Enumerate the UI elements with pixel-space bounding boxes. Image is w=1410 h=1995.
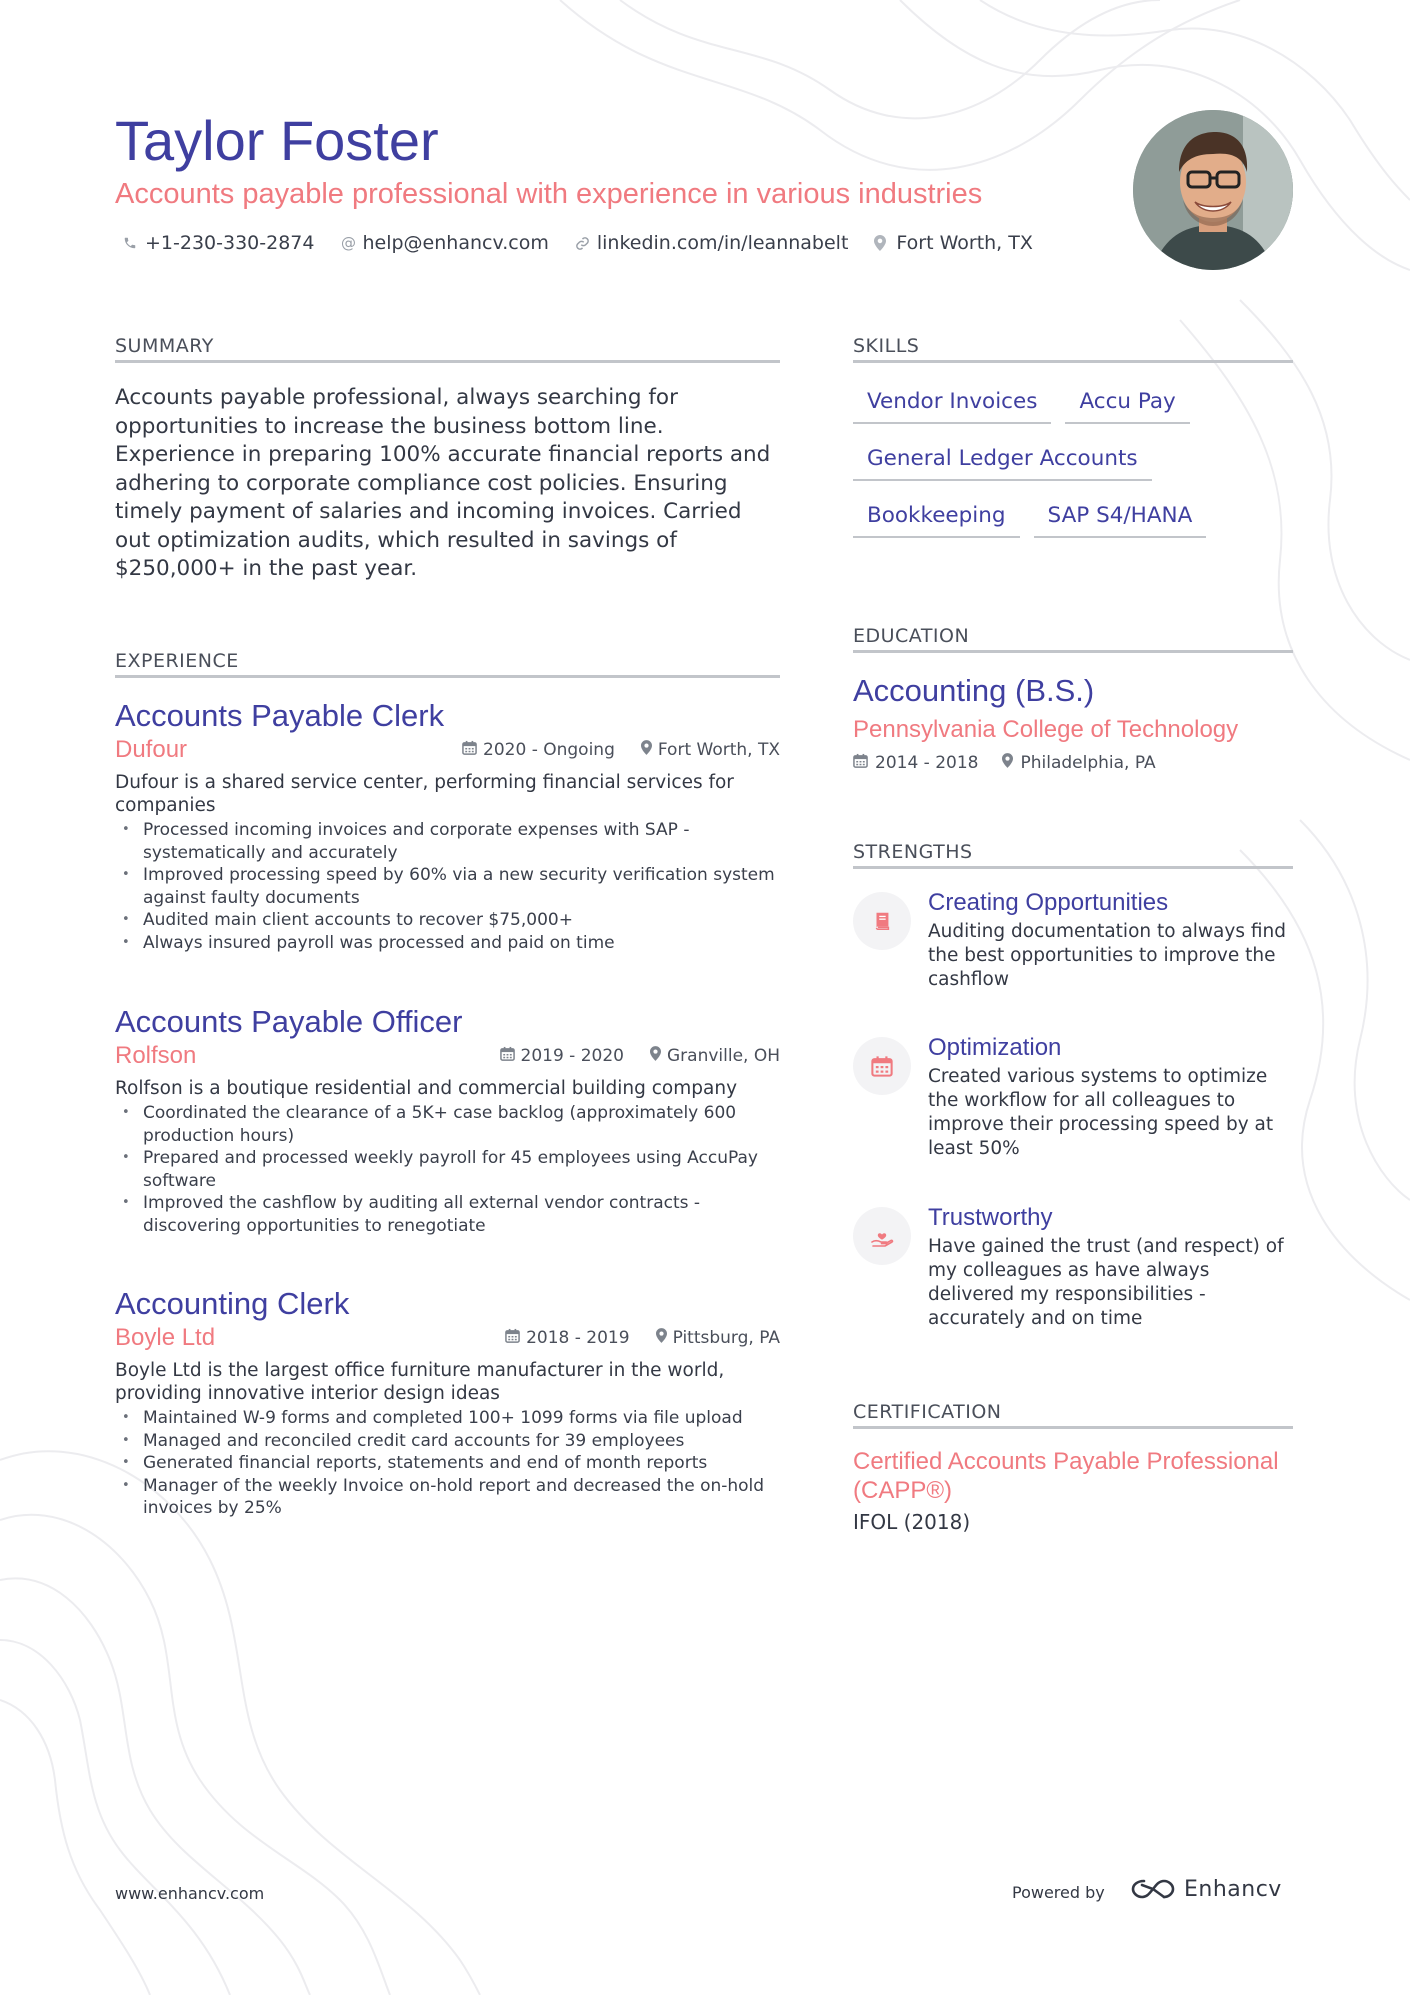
skill-tag: Vendor Invoices <box>853 383 1051 424</box>
candidate-name: Taylor Foster <box>115 109 439 172</box>
job-info-row <box>115 1323 780 1353</box>
experience-divider <box>115 675 780 678</box>
certification-divider <box>853 1426 1293 1429</box>
skill-tag: SAP S4/HANA <box>1034 497 1207 538</box>
calendar-icon <box>505 1328 520 1348</box>
location-pin-icon <box>650 1046 661 1066</box>
job-bullet: • Improved the cashflow by auditing all external vendor contracts - discovering opportunities to renegotiate <box>115 1192 780 1237</box>
linkedin-text: linkedin.com/in/leannabelt <box>596 232 849 254</box>
experience-heading: EXPERIENCE <box>115 650 239 672</box>
calendar-icon <box>853 1037 911 1095</box>
location-text: Fort Worth, TX <box>896 232 1033 254</box>
job-bullets <box>115 819 780 954</box>
certification-title: Certified Accounts Payable Professional (CAPP®) <box>853 1448 1279 1504</box>
job-info-row <box>115 735 780 765</box>
job-dates: 2020 - Ongoing <box>483 740 615 760</box>
job-title: Accounting Clerk <box>115 1286 350 1321</box>
location-pin-icon <box>656 1328 667 1348</box>
experience-entry <box>115 1285 780 1520</box>
calendar-icon <box>853 753 868 773</box>
email-text: help@enhancv.com <box>362 232 549 254</box>
job-dates: 2019 - 2020 <box>520 1046 624 1066</box>
job-meta <box>462 740 780 760</box>
strength-title: Creating Opportunities <box>928 889 1169 916</box>
enhancv-logo[interactable] <box>1130 1876 1282 1902</box>
job-title: Accounts Payable Clerk <box>115 698 445 733</box>
education-heading: EDUCATION <box>853 625 970 647</box>
job-bullet: • Audited main client accounts to recover $75,000+ <box>115 909 780 932</box>
job-title: Accounts Payable Officer <box>115 1004 463 1039</box>
certification-heading: CERTIFICATION <box>853 1401 1002 1423</box>
contact-location <box>874 232 1032 254</box>
job-bullet: • Always insured payroll was processed and paid on time <box>115 932 780 955</box>
job-bullet: • Generated financial reports, statements and end of month reports <box>115 1452 780 1475</box>
education-degree: Accounting (B.S.) <box>853 673 1095 708</box>
education-school: Pennsylvania College of Technology <box>853 716 1239 743</box>
job-description: Boyle Ltd is the largest office furniture manufacturer in the world, providing innovative interior design ideas <box>115 1360 725 1404</box>
job-meta <box>500 1046 781 1066</box>
job-bullet: • Prepared and processed weekly payroll for 45 employees using AccuPay software <box>115 1147 780 1192</box>
link-icon <box>575 236 591 251</box>
job-company: Rolfson <box>115 1042 197 1069</box>
footer-powered-by: Powered by <box>1012 1883 1105 1902</box>
job-bullets <box>115 1407 780 1520</box>
job-description: Dufour is a shared service center, performing financial services for companies <box>115 772 734 816</box>
contact-phone[interactable] <box>123 232 314 254</box>
footer-brand: Enhancv <box>1184 1876 1282 1902</box>
certification-org: IFOL (2018) <box>853 1510 971 1534</box>
location-pin-icon <box>641 740 652 760</box>
contact-bar <box>123 232 1059 254</box>
job-meta <box>505 1328 780 1348</box>
education-divider <box>853 650 1293 653</box>
strength-title: Optimization <box>928 1034 1062 1061</box>
strengths-heading: STRENGTHS <box>853 841 973 863</box>
enhancv-logo-icon <box>1130 1876 1176 1902</box>
skill-tag: Accu Pay <box>1065 383 1189 424</box>
location-pin-icon <box>874 235 890 251</box>
job-location: Granville, OH <box>666 1046 780 1066</box>
skills-list <box>853 383 1293 554</box>
phone-icon <box>123 236 139 250</box>
contact-linkedin[interactable] <box>575 232 849 254</box>
footer-url[interactable]: www.enhancv.com <box>115 1884 265 1903</box>
job-location: Fort Worth, TX <box>657 740 780 760</box>
skill-tag: Bookkeeping <box>853 497 1020 538</box>
skill-tag: General Ledger Accounts <box>853 440 1152 481</box>
strengths-divider <box>853 866 1293 869</box>
location-pin-icon <box>1002 753 1013 773</box>
education-dates: 2014 - 2018 <box>875 753 979 773</box>
skills-heading: SKILLS <box>853 335 920 357</box>
strength-title: Trustworthy <box>928 1204 1053 1231</box>
summary-text: Accounts payable professional, always searching for opportunities to increase the business bottom line. Experience in preparing 100% accurate financial reports and adhering to corporate compliance cost policies. Ensuring timely payment of salaries and incoming invoices. Carried out optimization audits, which resulted in savings of $250,000+ in the past year. <box>115 385 771 581</box>
job-bullet: • Processed incoming invoices and corporate expenses with SAP - systematically and accurately <box>115 819 780 864</box>
contact-email[interactable] <box>340 232 548 254</box>
calendar-icon <box>500 1046 515 1066</box>
experience-entry <box>115 697 780 954</box>
strength-description: Created various systems to optimize the workflow for all colleagues to improve their processing speed by at least 50% <box>928 1066 1274 1159</box>
job-bullet: • Improved processing speed by 60% via a new security verification system against faulty documents <box>115 864 780 909</box>
job-info-row <box>115 1041 780 1071</box>
hand-heart-icon <box>853 1207 911 1265</box>
phone-text: +1-230-330-2874 <box>145 232 315 254</box>
job-company: Boyle Ltd <box>115 1324 216 1351</box>
job-description: Rolfson is a boutique residential and commercial building company <box>115 1078 738 1099</box>
summary-heading: SUMMARY <box>115 335 214 357</box>
job-bullets <box>115 1102 780 1237</box>
skills-divider <box>853 360 1293 363</box>
job-bullet: • Coordinated the clearance of a 5K+ case backlog (approximately 600 production hours) <box>115 1102 780 1147</box>
book-icon <box>853 892 911 950</box>
job-location: Pittsburg, PA <box>672 1328 780 1348</box>
strength-description: Auditing documentation to always find the best opportunities to improve the cashflow <box>928 921 1286 990</box>
education-location: Philadelphia, PA <box>1020 753 1156 773</box>
experience-entry <box>115 1003 780 1237</box>
job-bullet: • Maintained W-9 forms and completed 100+ 1099 forms via file upload <box>115 1407 780 1430</box>
candidate-tagline: Accounts payable professional with experience in various industries <box>115 178 983 210</box>
job-dates: 2018 - 2019 <box>526 1328 630 1348</box>
at-icon: @ <box>340 234 356 252</box>
calendar-icon <box>462 740 477 760</box>
job-bullet: • Managed and reconciled credit card accounts for 39 employees <box>115 1430 780 1453</box>
job-company: Dufour <box>115 736 188 763</box>
job-bullet: • Manager of the weekly Invoice on-hold report and decreased the on-hold invoices by 25% <box>115 1475 780 1520</box>
avatar <box>1133 110 1293 270</box>
strength-description: Have gained the trust (and respect) of my colleagues as have always delivered my responsibilities - accurately and on time <box>928 1236 1284 1329</box>
summary-divider <box>115 360 780 363</box>
education-meta <box>853 753 1156 773</box>
